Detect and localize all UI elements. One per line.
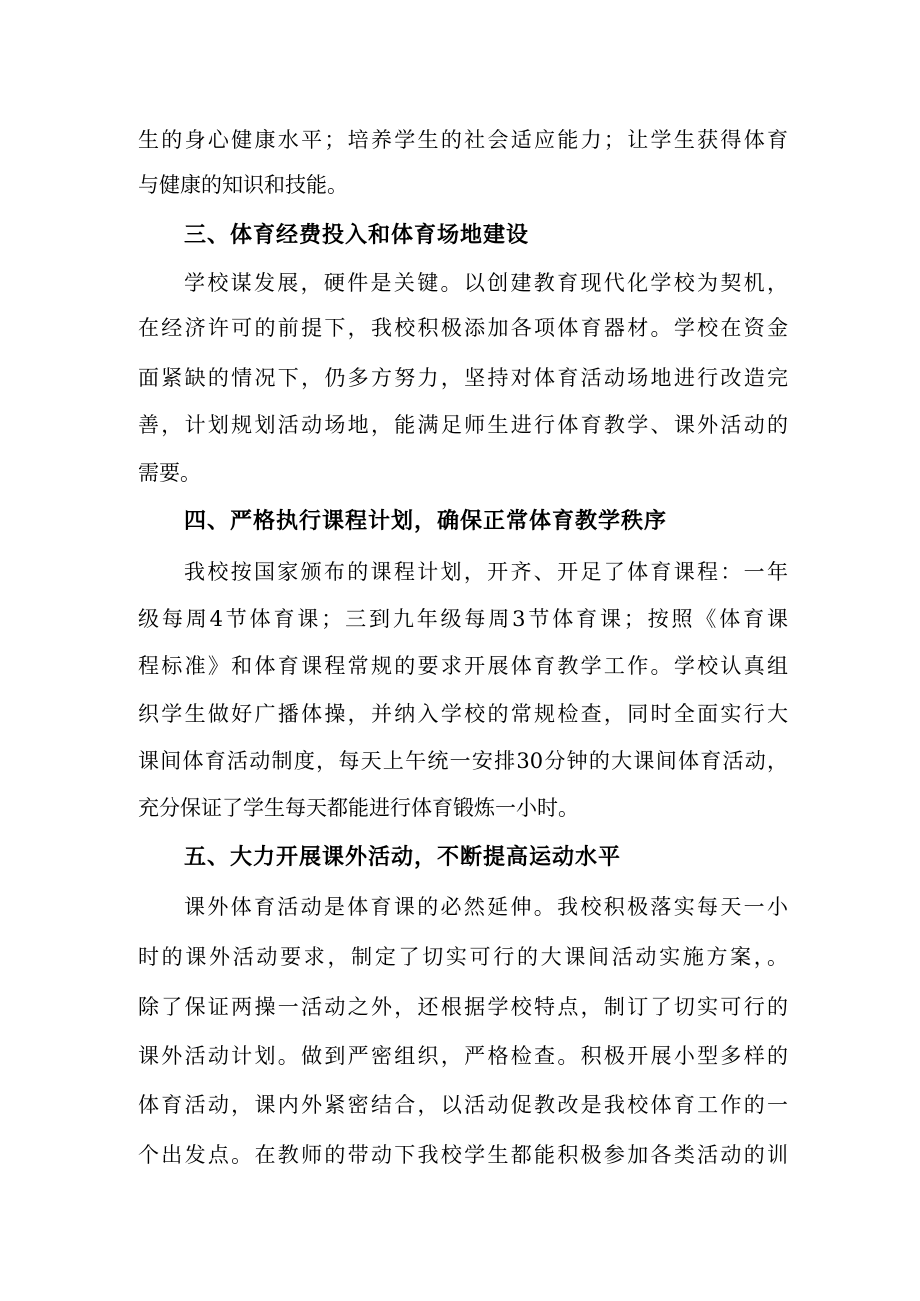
paragraph-line: 需要。 — [138, 461, 201, 485]
paragraph-line: 体育活动，课内外紧密结合，以活动促教改是我校体育工作的一 — [138, 1093, 788, 1117]
paragraph-line: 充分保证了学生每天都能进行体育锻炼一小时。 — [138, 796, 579, 820]
paragraph-line: 级每周4节体育课；三到九年级每周3节体育课；按照《体育课 — [138, 607, 788, 631]
paragraph-line: 除了保证两操一活动之外，还根据学校特点，制订了切实可行的 — [138, 995, 788, 1019]
paragraph-line: 织学生做好广播体操，并纳入学校的常规检查，同时全面实行大 — [138, 702, 788, 726]
paragraph-line: 我校按国家颁布的课程计划，开齐、开足了体育课程：一年 — [184, 560, 788, 584]
paragraph-line: 个出发点。在教师的带动下我校学生都能积极参加各类活动的训 — [138, 1143, 788, 1167]
paragraph-line: 程标准》和体育课程常规的要求开展体育教学工作。学校认真组 — [138, 654, 788, 678]
paragraph-line: 善，计划规划活动场地，能满足师生进行体育教学、课外活动的 — [138, 413, 788, 437]
paragraph-line: 在经济许可的前提下，我校积极添加各项体育器材。学校在资金 — [138, 316, 788, 340]
paragraph-line: 面紧缺的情况下，仍多方努力，坚持对体育活动场地进行改造完 — [138, 366, 788, 390]
paragraph-line: 生的身心健康水平；培养学生的社会适应能力；让学生获得体育 — [138, 128, 788, 152]
section-heading-5: 五、大力开展课外活动，不断提高运动水平 — [184, 845, 622, 870]
paragraph-line: 时的课外活动要求，制定了切实可行的大课间活动实施方案，。 — [138, 945, 788, 969]
paragraph-line: 课外活动计划。做到严密组织，严格检查。积极开展小型多样的 — [138, 1044, 788, 1068]
paragraph-line: 课外体育活动是体育课的必然延伸。我校积极落实每天一小 — [184, 895, 788, 919]
paragraph-line: 学校谋发展，硬件是关键。以创建教育现代化学校为契机， — [184, 271, 788, 295]
paragraph-line: 课间体育活动制度，每天上午统一安排30分钟的大课间体育活动， — [138, 749, 788, 773]
section-heading-4: 四、严格执行课程计划，确保正常体育教学秩序 — [184, 509, 668, 534]
paragraph-line: 与健康的知识和技能。 — [138, 173, 348, 197]
section-heading-3: 三、体育经费投入和体育场地建设 — [184, 223, 530, 248]
